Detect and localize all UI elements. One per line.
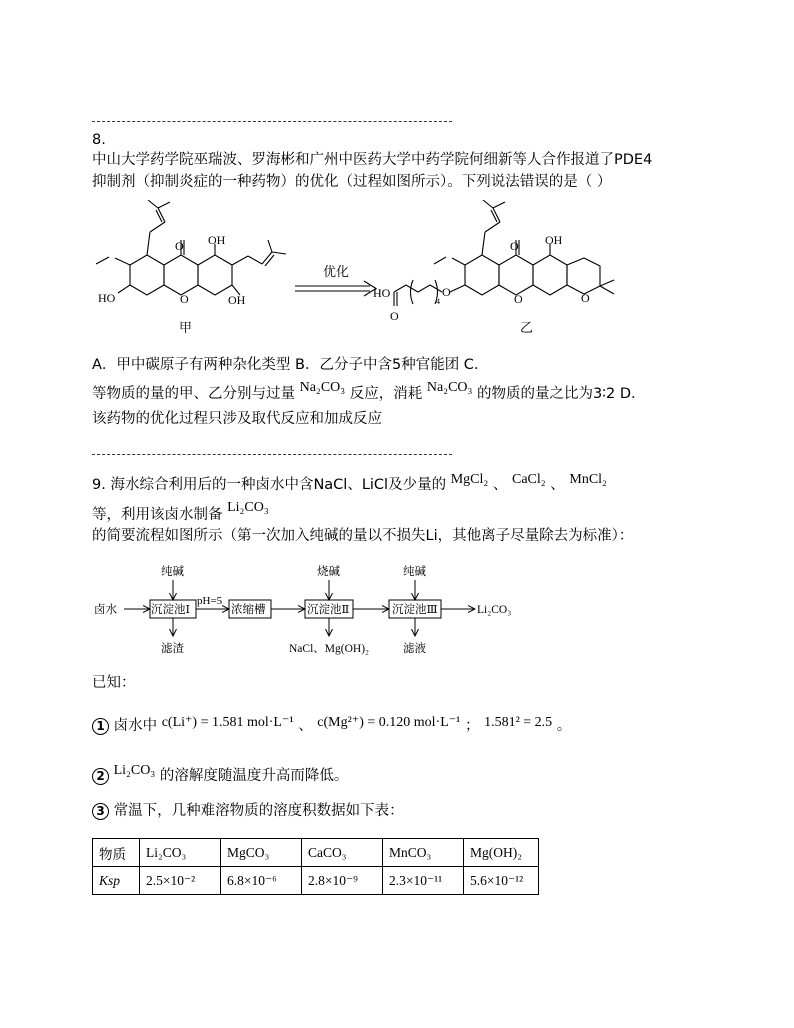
separator-middle [92, 454, 452, 455]
compound-b-ether-o: O [442, 285, 451, 299]
table-cell: 2.8×10⁻⁹ [302, 867, 383, 895]
compound-b-name: 乙 [520, 320, 534, 335]
compound-b-oh-label: OH [545, 233, 563, 247]
flow-reagent2: 烧碱 [317, 566, 340, 578]
flow-reagent3: 纯碱 [403, 566, 426, 578]
flow-concentrator: 浓缩槽 [231, 604, 266, 616]
q8-reaction-figure [90, 200, 650, 350]
table-cell: 物质 [93, 839, 140, 867]
q8-stem-line1: 中山大学药学院巫瑞波、罗海彬和广州中医药大学中药学院何细新等人合作报道了PDE4 [92, 152, 653, 168]
arrow-label: 优化 [323, 264, 350, 279]
separator-top [92, 121, 452, 122]
table-cell: 2.5×10⁻² [140, 867, 221, 895]
compound-a-ho-label: HO [98, 291, 116, 305]
table-cell: Ksp [93, 867, 140, 895]
q9-known2: 2 Li₂CO₃ 的溶解度随温度升高而降低。 [92, 766, 348, 787]
compound-b-acid-o: O [390, 309, 399, 323]
q8-number: 8. [92, 132, 106, 148]
table-cell: 2.3×10⁻¹¹ [383, 867, 464, 895]
compound-a-ring-o: O [180, 292, 189, 306]
compound-b-pyran-o: O [581, 291, 590, 305]
known3-marker: 3 [92, 803, 109, 820]
table-cell: CaCO₃ [302, 839, 383, 867]
compound-a-oh2-label: OH [228, 293, 246, 307]
compound-a-oh-label: OH [208, 233, 226, 247]
compound-b-carbonyl-o: O [510, 239, 519, 253]
compound-a-structure [96, 200, 286, 295]
flow-start: 卤水 [94, 604, 117, 616]
compound-b-ho-label: HO [373, 286, 391, 300]
table-cell: 6.8×10⁻⁶ [221, 867, 302, 895]
q9-known3: 3 常温下，几种难溶物质的溶度积数据如下表： [92, 801, 404, 821]
flow-ph-label: pH=5 [197, 595, 223, 607]
flow-out2: NaCl、Mg(OH)₂ [289, 643, 370, 655]
q9-known-title: 已知： [92, 675, 136, 691]
table-row [93, 839, 539, 867]
flow-out3: 滤液 [403, 643, 426, 655]
flow-tank3: 沉淀池Ⅲ [392, 604, 438, 616]
table-cell: Mg(OH)₂ [464, 839, 539, 867]
compound-b-chain-subscript: 4 [436, 297, 440, 306]
flow-tank1: 沉淀池Ⅰ [151, 604, 191, 616]
known2-marker: 2 [92, 768, 109, 785]
compound-a-name: 甲 [179, 320, 193, 335]
compound-a-carbonyl-o: O [175, 239, 184, 253]
table-cell: MgCO₃ [221, 839, 302, 867]
q8-options-line2: 等物质的量的甲、乙分别与过量 Na₂CO₃ 反应，消耗 Na₂CO₃ 的物质的量之比为3∶2 D． [92, 380, 646, 402]
q9-line2: 等，利用该卤水制备 Li₂CO₃ [92, 500, 269, 523]
flow-product: Li₂CO₃ [477, 604, 512, 616]
q8-options-line1: A．甲中碳原子有两种杂化类型 B．乙分子中含5种官能团 C． [92, 357, 489, 373]
na2co3-formula: Na₂CO₃ [299, 380, 346, 395]
compound-b-ring-o: O [514, 292, 523, 306]
q8-stem-line2: 抑制剂（抑制炎症的一种药物）的优化（过程如图所示）。下列说法错误的是（ ） [92, 174, 612, 190]
table-cell: MnCO₃ [383, 839, 464, 867]
table-cell: 5.6×10⁻¹² [464, 867, 539, 895]
table-cell: Li₂CO₃ [140, 839, 221, 867]
table-row [93, 867, 539, 895]
optimization-arrow [295, 281, 376, 296]
flow-reagent1: 纯碱 [161, 566, 184, 578]
q8-options-line3: 该药物的优化过程只涉及取代反应和加成反应 [92, 411, 382, 427]
q9-line3: 的简要流程如图所示（第一次加入纯碱的量以不损失Li，其他离子尽量除去为标准）： [92, 528, 634, 544]
flow-out1: 滤渣 [161, 643, 184, 655]
ksp-table [92, 838, 539, 895]
na2co3-formula-2: Na₂CO₃ [426, 380, 473, 395]
q9-line1: 9. 海水综合利用后的一种卤水中含NaCl、LiCl及少量的 MgCl₂ 、 CaCl₂ 、 MnCl₂ [92, 472, 607, 493]
q9-flow-diagram [90, 560, 530, 660]
known1-marker: 1 [92, 718, 109, 735]
q9-known1: 1 卤水中 c(Li⁺) = 1.581 mol·L⁻¹ 、 c(Mg²⁺) = 0.120 mol·L⁻¹ ； 1.581² = 2.5 。 [92, 716, 571, 737]
flow-tank2: 沉淀池Ⅱ [307, 604, 350, 616]
